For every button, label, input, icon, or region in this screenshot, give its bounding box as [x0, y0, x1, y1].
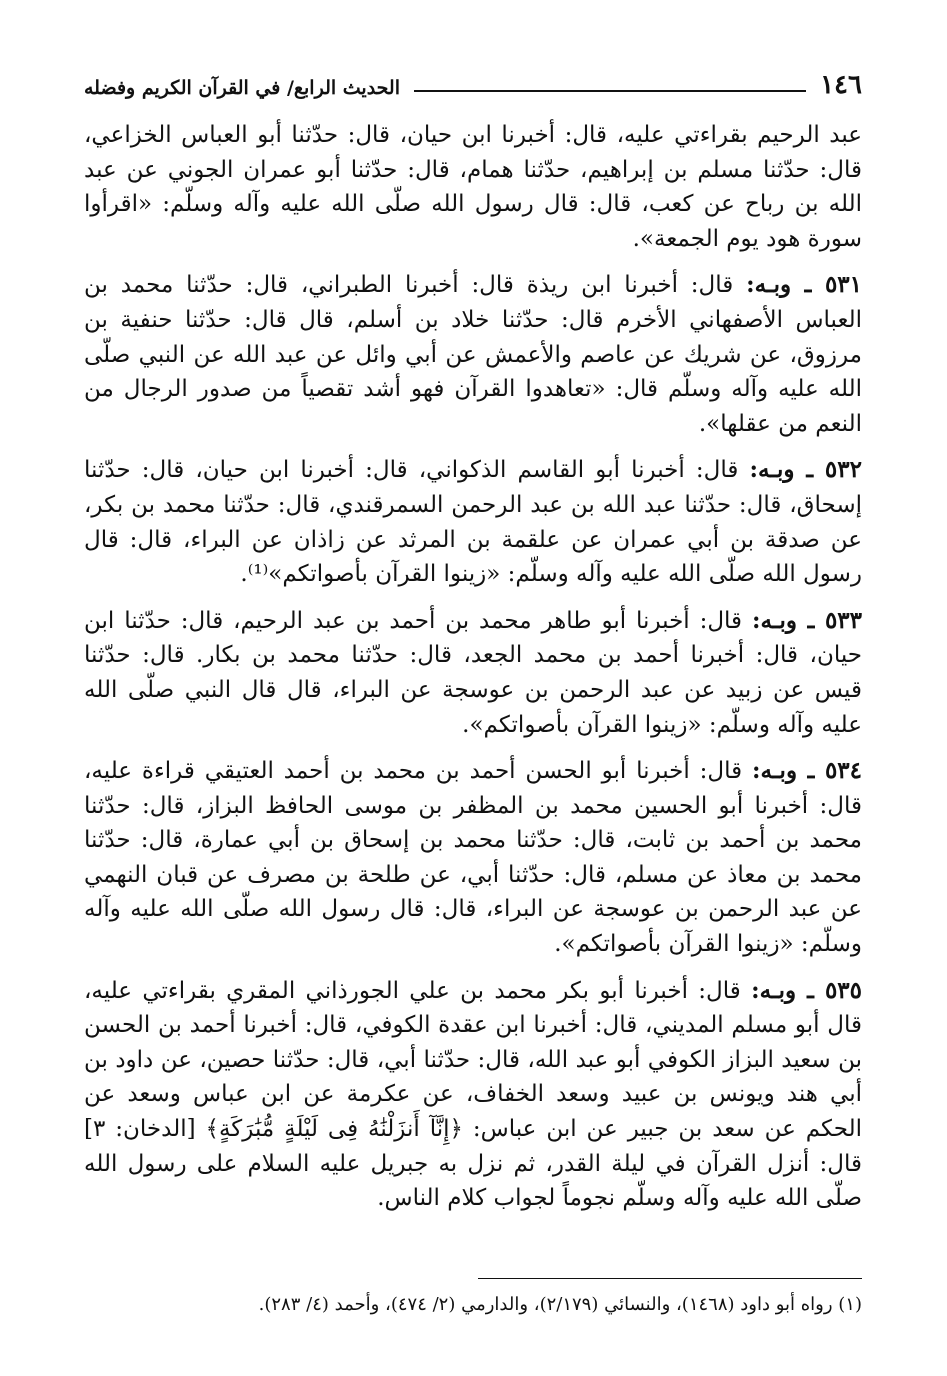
- hadith-number: ٥٣٥ ـ وبـه:: [751, 976, 863, 1004]
- hadith-535: [84, 974, 862, 1216]
- paragraph: [84, 118, 862, 256]
- paragraph-text: قال: أخبرنا أبو القاسم الذكواني، قال: أخبرنا ابن حيان، قال: حدّثنا إسحاق، قال: حدّثنا عبد الله بن عبد الرحمن السمرقندي، قال: حدّثنا محمد بن بكر، عن صدقة بن أبي عمران عن علقمة بن المرثد عن زاذان عن البراء، قال: قال رسول الله صلّى الله عليه وآله وسلّم: «زينوا القرآن بأصواتكم»⁽¹⁾.: [84, 457, 862, 588]
- hadith-532: [84, 453, 862, 591]
- hadith-531: [84, 268, 862, 441]
- paragraph-text: قال: أخبرنا أبو بكر محمد بن علي الجورذاني المقري بقراءتي عليه، قال أبو مسلم المديني، قال: أخبرنا ابن عقدة الكوفي، قال: أخبرنا أحمد بن الحسن بن سعيد البزاز الكوفي أبو عبد الله، قال: حدّثنا أبي، قال: حدّثنا حصين، عن داود بن أبي هند ويونس بن عبيد وسعد الخفاف، عن عكرمة عن ابن عباس وسعد عن الحكم عن سعد بن جبير عن ابن عباس: ﴿إِنَّآ أَنزَلْنَٰهُ فِى لَيْلَةٍ مُّبَٰرَكَةٍ﴾ [الدخان: ٣] قال: أنزل القرآن في ليلة القدر، ثم نزل به جبريل عليه السلام على رسول الله صلّى الله عليه وآله وسلّم نجوماً لجواب كلام الناس.: [84, 977, 862, 1212]
- page-header: [84, 58, 862, 98]
- hadith-number: ٥٣٢ ـ وبـه:: [749, 456, 862, 484]
- paragraph-text: قال: أخبرنا ابن ريذة قال: أخبرنا الطبراني، قال: حدّثنا محمد بن العباس الأصفهاني الأخرم قال: حدّثنا خلاد بن أسلم، قال قال: حدّثنا حنفية بن مرزوق، عن شريك عن عاصم والأعمش عن أبي وائل عن عبد الله عن النبي صلّى الله عليه وآله وسلّم قال: «تعاهدوا القرآن فهو أشد تقصياً من صدور الرجال من النعم من عقلها».: [84, 272, 862, 437]
- hadith-534: [84, 754, 862, 962]
- page-body: [84, 118, 862, 1228]
- hadith-533: [84, 604, 862, 742]
- paragraph-text: قال: أخبرنا أبو طاهر محمد بن أحمد بن عبد الرحيم، قال: حدّثنا ابن حيان، قال: أخبرنا أحمد بن محمد الجعد، قال: حدّثنا محمد بن بكار. قال: حدّثنا قيس عن زبيد عن عبد الرحمن بن عوسجة عن البراء، قال قال النبي صلّى الله عليه وآله وسلّم: «زينوا القرآن بأصواتكم».: [84, 607, 862, 738]
- hadith-number: ٥٣٣ ـ وبـه:: [751, 606, 862, 634]
- paragraph-text: قال: أخبرنا أبو الحسن أحمد بن محمد بن أحمد العتيقي قراءة عليه، قال: أخبرنا أبو الحسين محمد بن المظفر بن موسى الحافظ البزاز، قال: حدّثنا محمد بن أحمد بن ثابت، قال: حدّثنا محمد بن إسحاق بن أبي عمارة، قال: حدّثنا محمد بن معاذ عن مسلم، قال: حدّثنا أبي، عن طلحة بن مصرف عن قبان النهمي عن عبد الرحمن بن عوسجة عن البراء، قال: قال رسول الله صلّى الله عليه وآله وسلّم: «زينوا القرآن بأصواتكم».: [84, 758, 862, 958]
- running-title: الحديث الرابع/ في القرآن الكريم وفضله: [84, 77, 400, 99]
- hadith-number: ٥٣١ ـ وبـه:: [746, 271, 862, 299]
- footnote: (١) رواه أبو داود (١٤٦٨)، والنسائي (٢/١٧٩)، والدارمي (٢/ ٤٧٤)، وأحمد (٤/ ٢٨٣).: [258, 1294, 862, 1315]
- page-number: ١٤٦: [820, 70, 862, 100]
- paragraph-text: عبد الرحيم بقراءتي عليه، قال: أخبرنا ابن حيان، قال: حدّثنا أبو العباس الخزاعي، قال: حدّثنا مسلم بن إبراهيم، حدّثنا همام، قال: حدّثنا أبو عمران الجوني عن عبد الله بن رباح عن كعب، قال: قال رسول الله صلّى الله عليه وآله وسلّم: «اقرأوا سورة هود يوم الجمعة».: [84, 122, 862, 252]
- hadith-number: ٥٣٤ ـ وبـه:: [751, 757, 862, 785]
- footnote-rule: [478, 1278, 862, 1279]
- header-rule: [414, 90, 806, 92]
